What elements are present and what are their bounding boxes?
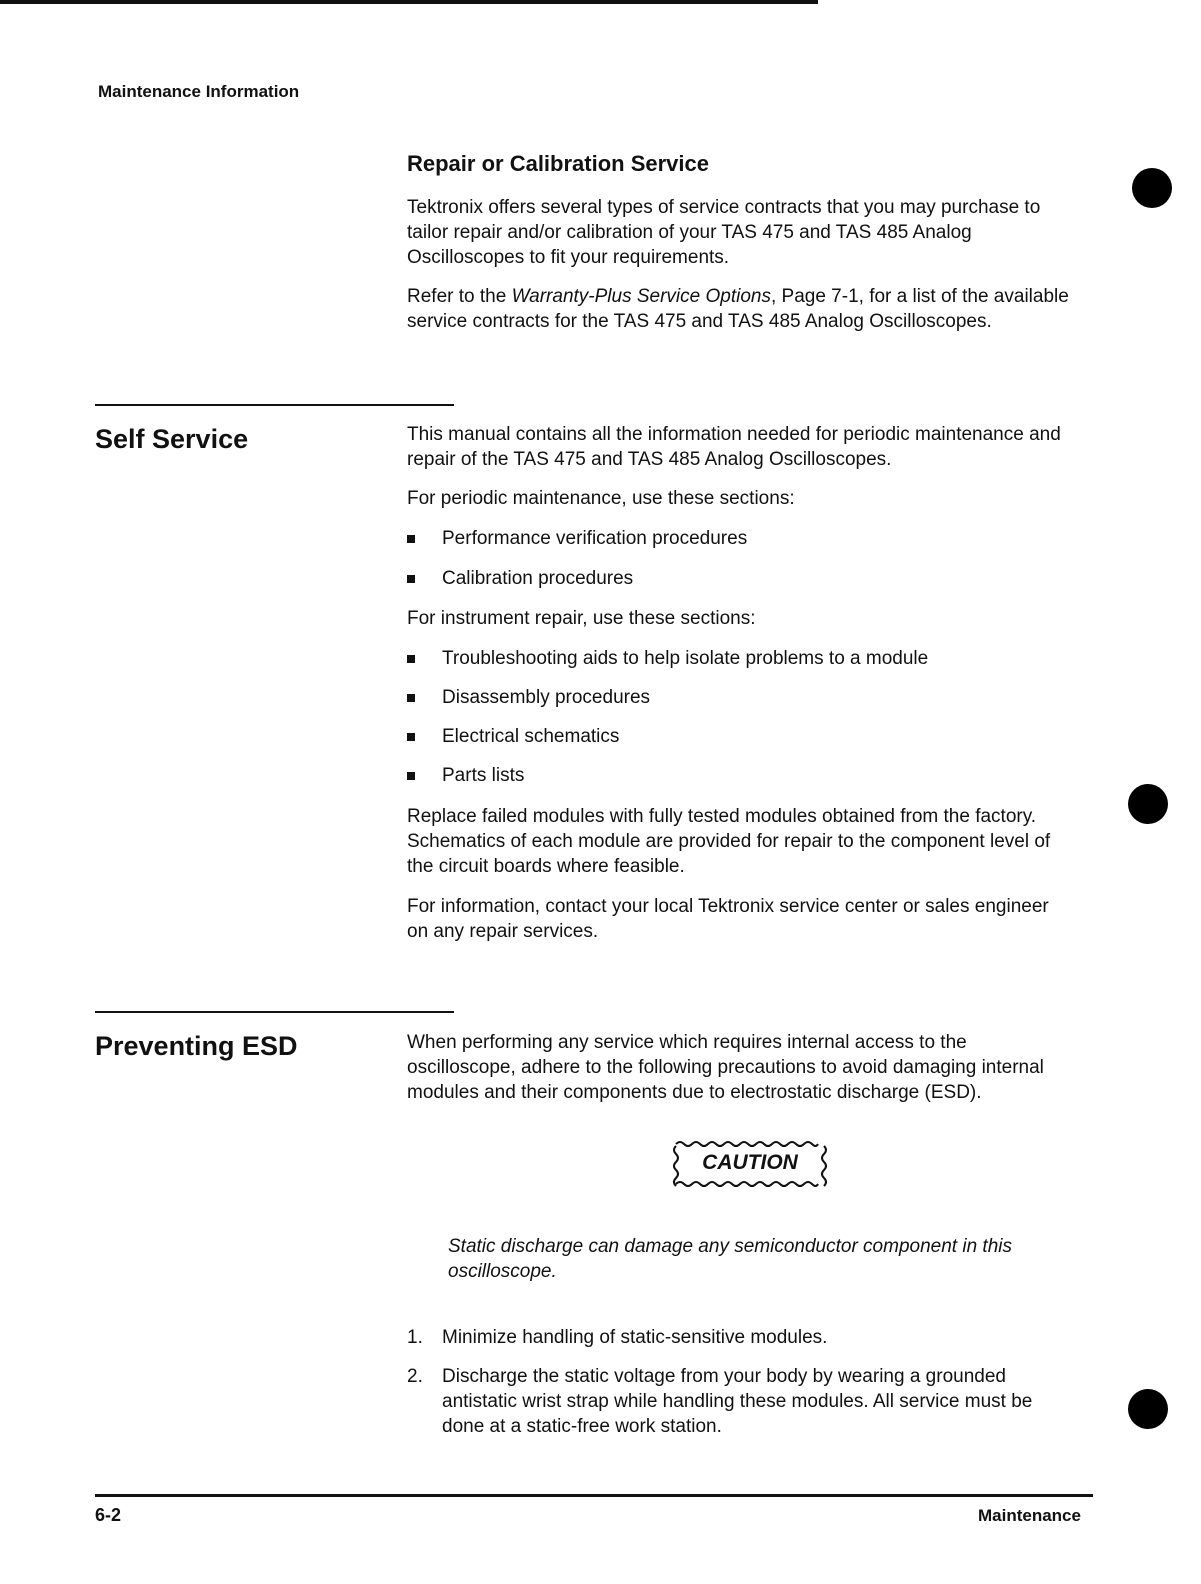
binder-hole-marker-middle [1128, 784, 1168, 824]
repair-paragraph-1: Tektronix offers several types of service contracts that you may purchase to tailor repair and/or calibration of your TAS 475 and TAS 485 Analog Oscilloscopes to fit your requirements. [407, 197, 1041, 268]
running-head: Maintenance Information [98, 82, 300, 101]
bullet-item-text: Disassembly procedures [442, 687, 651, 708]
replace-modules-paragraph: Replace failed modules with fully tested modules obtained from the factory. Schematics of each module are provided for repair to the component level of the circuit boards where feasible. [407, 806, 1051, 877]
repair-paragraph-2-suffix: , Page 7-1, for a list of the available service contracts for the TAS 475 and TAS 485 Analog Oscilloscopes. [407, 286, 1069, 332]
esd-intro: When performing any service which requires internal access to the oscilloscope, adhere to the following precautions to avoid damaging internal modules and their components due to electrostatic discharge (ESD). [407, 1032, 1044, 1103]
caution-banner [670, 1138, 830, 1190]
contact-information-paragraph: For information, contact your local Tektronix service center or sales engineer on any repair services. [407, 896, 1049, 942]
bullet-item-text: Performance verification procedures [442, 528, 748, 549]
bullet-item-text: Electrical schematics [442, 726, 620, 747]
self-service-heading: Self Service [95, 424, 249, 454]
bullet-square-icon [407, 575, 415, 583]
periodic-maintenance-lead: For periodic maintenance, use these sections: [407, 488, 795, 509]
repair-section-title: Repair or Calibration Service [407, 151, 709, 176]
esd-step-number: 2. [407, 1366, 423, 1387]
warranty-plus-reference: Warranty-Plus Service Options [511, 286, 771, 307]
esd-step [407, 1325, 1072, 1350]
esd-step-number: 1. [407, 1327, 423, 1348]
bullet-square-icon [407, 655, 415, 663]
top-rule [0, 0, 818, 4]
esd-step-text: Discharge the static voltage from your body by wearing a grounded antistatic wrist strap while handling these modules. All service must be done at a static-free work station. [442, 1366, 1033, 1437]
page-number: 6-2 [95, 1505, 122, 1525]
preventing-esd-heading: Preventing ESD [95, 1031, 298, 1061]
bullet-square-icon [407, 772, 415, 780]
self-service-rule [95, 404, 454, 406]
bullet-item-text: Parts lists [442, 765, 525, 786]
repair-paragraph-2-prefix: Refer to the [407, 286, 512, 307]
self-service-intro: This manual contains all the information needed for periodic maintenance and repair of the TAS 475 and TAS 485 Analog Oscilloscopes. [407, 424, 1061, 470]
caution-label: CAUTION [702, 1151, 798, 1174]
esd-step-text: Minimize handling of static-sensitive modules. [442, 1327, 828, 1348]
bullet-square-icon [407, 535, 415, 543]
footer-rule [95, 1494, 1093, 1497]
repair-section-body [407, 195, 1072, 334]
esd-step [407, 1364, 1072, 1439]
bullet-square-icon [407, 733, 415, 741]
bullet-item-text: Calibration procedures [442, 568, 634, 589]
bullet-item-text: Troubleshooting aids to help isolate problems to a module [442, 648, 929, 669]
repair-paragraph-2 [407, 284, 1072, 334]
caution-text: Static discharge can damage any semiconductor component in this oscilloscope. [448, 1236, 1012, 1282]
binder-hole-marker-bottom [1128, 1389, 1168, 1429]
binder-hole-marker-top [1132, 168, 1172, 208]
bullet-square-icon [407, 694, 415, 702]
preventing-esd-rule [95, 1011, 454, 1013]
footer-section-name: Maintenance [978, 1506, 1081, 1525]
instrument-repair-lead: For instrument repair, use these sections: [407, 608, 756, 629]
